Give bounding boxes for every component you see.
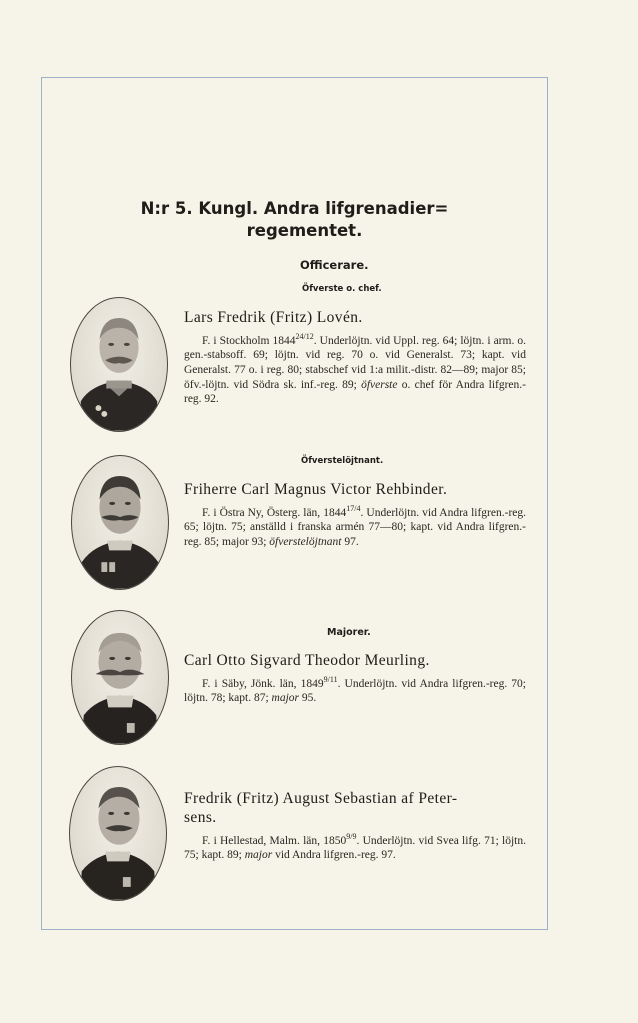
bio-text: 95. <box>299 692 317 705</box>
bio-text: . Underlöjtn. vid Svea lifg. 71; löjtn. 75; kapt. 89; <box>184 834 526 862</box>
bio-text: F. i Hellestad, Malm. län, 1850 <box>202 834 347 847</box>
officer-name-line-1: Fredrik (Fritz) August Sebastian af Peter- <box>184 790 458 807</box>
bio-rank-italic: öfverstelöjtnant <box>269 536 342 549</box>
bio-text: . Underlöjtn. vid Uppl. reg. 64; löjtn. i arm. o. gen.-stabsoff. 69; löjtn. vid reg. 70 o. vid Generalst. 73; kapt. vid Generalst. 77 o. i reg. 80; stabschef vid 1:a milit.-distr. 82—89; major 85; öfv.-löjtn. vid Södra sk. inf.-reg. 89; <box>184 334 526 391</box>
bio-text: F. i Östra Ny, Österg. län, 1844 <box>202 506 347 519</box>
officer-name-af-petersens <box>184 789 526 827</box>
bio-text: 97. <box>341 536 359 549</box>
officer-name-line-2: sens. <box>184 809 217 826</box>
bio-text: . Underlöjtn. vid Andra lifgren.-reg. 65; löjtn. 75; anställd i franska armén 77—80; kapt. vid Andra lifgren.-reg. 85; major 93; <box>184 506 527 549</box>
section-title: Officerare. <box>300 258 369 272</box>
page-title <box>41 198 548 242</box>
officer-entry-meurling <box>184 651 526 706</box>
portrait-rehbinder-image <box>72 456 168 589</box>
bio-text: vid Andra lifgren.-reg. 97. <box>272 849 396 862</box>
portrait-rehbinder <box>71 455 169 590</box>
officer-name-loven: Lars Fredrik (Fritz) Lovén. <box>184 309 363 326</box>
bio-text: o. chef för Andra lifgren.-reg. 92. <box>184 378 526 406</box>
officer-name-meurling: Carl Otto Sigvard Theodor Meurling. <box>184 652 430 669</box>
rank-heading-majors: Majorer. <box>327 627 371 638</box>
bio-text: . Underlöjtn. vid Andra lifgren.-reg. 70; löjtn. 78; kapt. 87; <box>184 677 526 705</box>
officer-bio-af-petersens <box>184 830 526 863</box>
officer-entry-rehbinder <box>184 480 526 550</box>
rank-heading-colonel: Öfverste o. chef. <box>302 284 382 294</box>
title-line-1: N:r 5. Kungl. Andra lifgrenadier= <box>140 199 449 218</box>
portrait-meurling <box>71 610 169 745</box>
title-line-2: regementet. <box>246 221 363 240</box>
portrait-af-petersens <box>69 766 167 901</box>
portrait-af-petersens-image <box>70 767 166 900</box>
bio-rank-italic: öfverste <box>361 378 398 391</box>
bio-text: F. i Säby, Jönk. län, 1849 <box>202 677 324 690</box>
rank-heading-lieutenant-colonel: Öfverstelöjtnant. <box>301 456 384 466</box>
officer-name-rehbinder: Friherre Carl Magnus Victor Rehbinder. <box>184 481 448 498</box>
portrait-meurling-image <box>72 611 168 744</box>
officer-bio-rehbinder <box>184 502 526 550</box>
bio-rank-italic: major <box>244 849 273 862</box>
bio-date-superscript: 9/11 <box>323 675 338 684</box>
officer-entry-loven <box>184 308 526 407</box>
bio-date-superscript: 17/4 <box>346 504 361 513</box>
bio-date-superscript: 24/12 <box>295 332 314 341</box>
portrait-loven <box>70 297 168 432</box>
bio-date-superscript: 9/9 <box>346 832 357 841</box>
officer-entry-af-petersens <box>184 789 526 863</box>
bio-rank-italic: major <box>271 692 300 705</box>
portrait-loven-image <box>71 298 167 431</box>
officer-bio-meurling <box>184 673 526 706</box>
bio-text: F. i Stockholm 1844 <box>202 334 296 347</box>
officer-bio-loven <box>184 330 526 407</box>
